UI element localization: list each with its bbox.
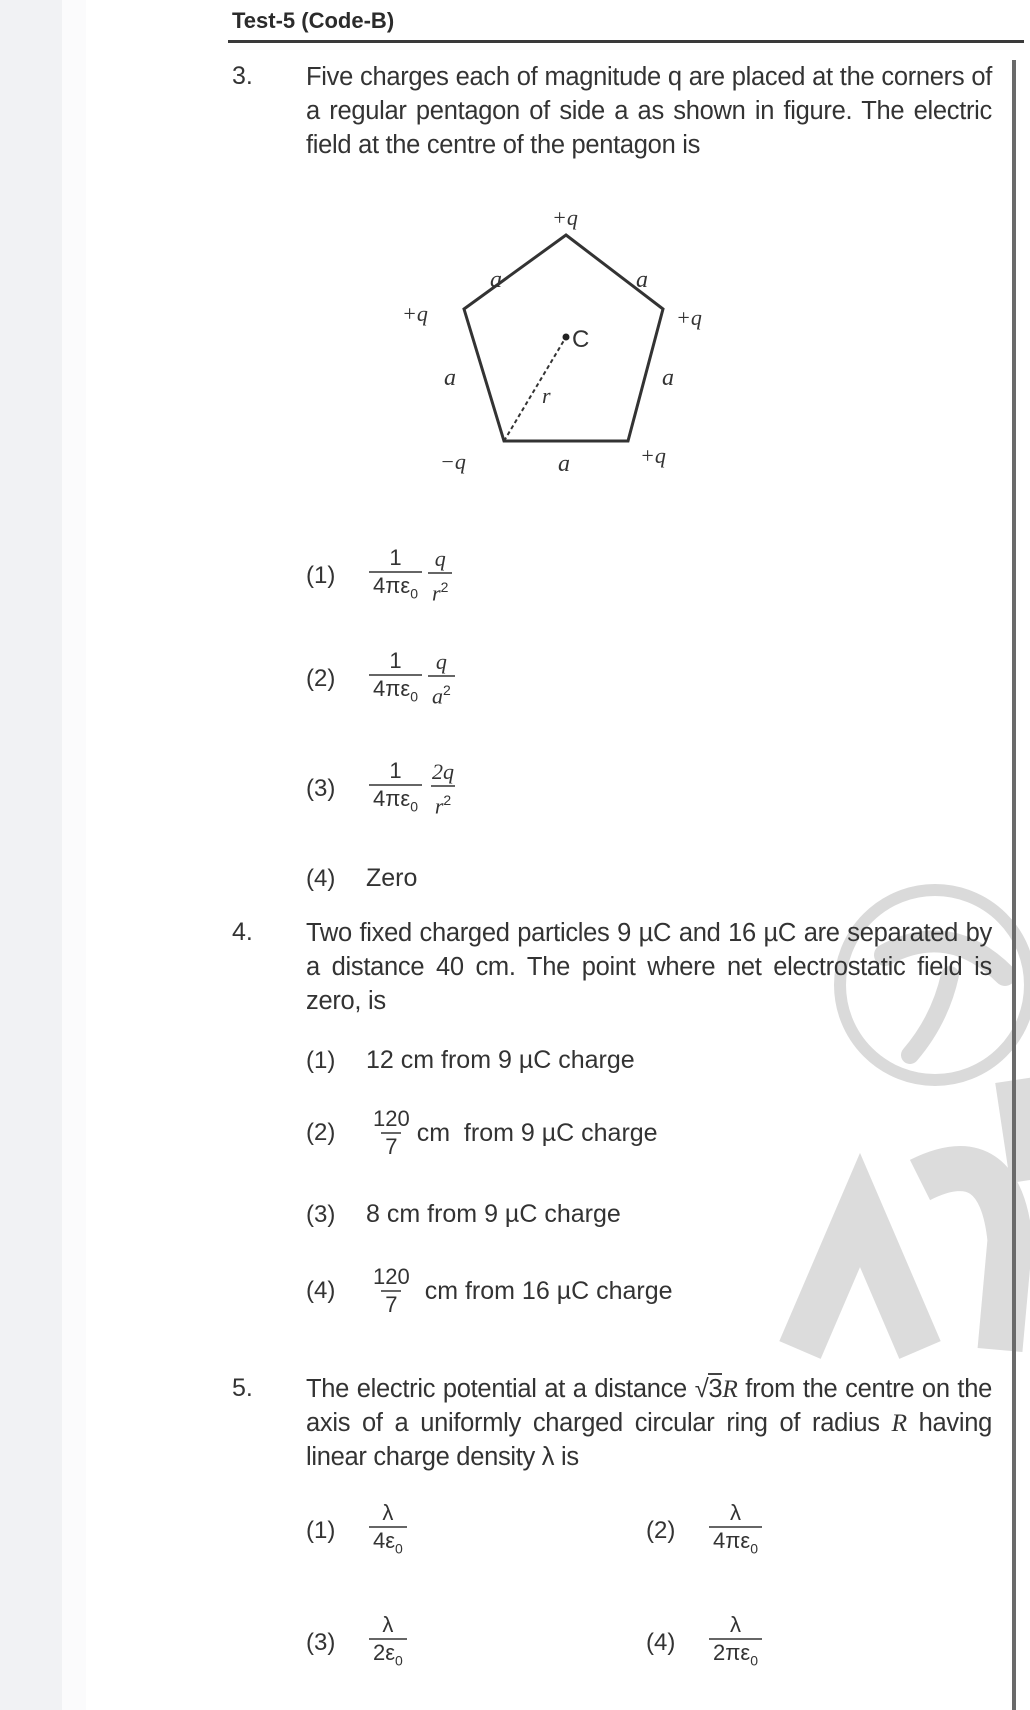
charge-label-left: +q bbox=[402, 301, 428, 326]
q3-text: Five charges each of magnitude q are placed at the corners of a regular pentagon of side a as shown in figure. The electric field at the centre of the pentagon is bbox=[306, 63, 992, 159]
option-label: (2) bbox=[646, 1516, 676, 1544]
option-label: (1) bbox=[306, 1046, 336, 1074]
option-label: (2) bbox=[306, 664, 336, 692]
fraction: $\frac{1}{4\pi\varepsilon_0}$ bbox=[369, 545, 422, 606]
radius-label: r bbox=[542, 383, 551, 408]
fraction: $\frac{120}{7}$ bbox=[373, 1106, 410, 1159]
option-3[interactable] bbox=[306, 758, 461, 819]
page-margin bbox=[0, 0, 62, 1710]
option-3[interactable] bbox=[306, 1612, 410, 1673]
option-label: (4) bbox=[646, 1628, 676, 1656]
side-label: a bbox=[662, 365, 674, 391]
option-2[interactable] bbox=[306, 648, 458, 709]
option-text: Zero bbox=[366, 864, 418, 892]
fraction: $\frac{q}{a^2}$ bbox=[428, 649, 455, 709]
centre-label: C bbox=[572, 326, 590, 353]
pentagon-figure bbox=[402, 205, 790, 525]
charge-label-top: +q bbox=[552, 205, 578, 230]
option-label: (3) bbox=[306, 1200, 336, 1228]
charge-label-bottom-right: +q bbox=[640, 443, 666, 468]
question-number: 4. bbox=[232, 918, 253, 946]
fraction: $\frac{1}{4\pi\varepsilon_0}$ bbox=[369, 648, 422, 709]
question-text: The electric potential at a distance √3R from the centre on the axis of a uniformly charged circular ring of radius R having linear charge density λ is bbox=[306, 1374, 992, 1471]
column-divider bbox=[1012, 60, 1016, 1710]
charge-label-right: +q bbox=[676, 305, 702, 330]
fraction: $\frac{q}{r^2}$ bbox=[428, 546, 452, 606]
option-1[interactable] bbox=[306, 545, 455, 606]
question-number: 3. bbox=[232, 62, 253, 90]
option-3[interactable] bbox=[306, 1200, 621, 1229]
page-header-title: Test-5 (Code-B) bbox=[232, 8, 395, 33]
option-text: cm from 16 µC charge bbox=[424, 1276, 673, 1305]
side-label: a bbox=[558, 451, 570, 477]
option-text: 8 cm from 9 µC charge bbox=[366, 1200, 621, 1228]
question-number: 5. bbox=[232, 1374, 253, 1402]
option-2[interactable] bbox=[646, 1500, 765, 1561]
option-label: (2) bbox=[306, 1119, 336, 1146]
option-1[interactable] bbox=[306, 1046, 635, 1075]
option-text: 12 cm from 9 µC charge bbox=[366, 1046, 635, 1074]
option-4[interactable] bbox=[306, 1264, 673, 1318]
option-2[interactable] bbox=[306, 1106, 658, 1160]
option-label: (4) bbox=[306, 1277, 336, 1304]
charge-label-bottom-left: −q bbox=[440, 449, 466, 474]
option-label: (4) bbox=[306, 864, 336, 892]
fraction: $\frac{1}{4\pi\varepsilon_0}$ bbox=[369, 758, 422, 819]
fraction: $\frac{\lambda}{4\pi\varepsilon_0}$ bbox=[709, 1500, 762, 1561]
option-label: (3) bbox=[306, 774, 336, 802]
fraction: $\frac{2q}{r^2}$ bbox=[432, 758, 455, 818]
option-4[interactable] bbox=[306, 864, 417, 893]
option-label: (1) bbox=[306, 1516, 336, 1544]
header-divider bbox=[228, 40, 1024, 43]
sqrt-symbol: √3 bbox=[694, 1375, 723, 1403]
question-text bbox=[306, 60, 992, 162]
fraction: $\frac{120}{7}$ bbox=[373, 1264, 410, 1317]
fraction: $\frac{\lambda}{2\pi\varepsilon_0}$ bbox=[709, 1612, 762, 1673]
option-text: cm from 9 µC charge bbox=[416, 1118, 658, 1147]
page-margin-inner bbox=[62, 0, 86, 1710]
side-label: a bbox=[444, 365, 456, 391]
side-label: a bbox=[636, 267, 648, 293]
fraction: $\frac{\lambda}{4\varepsilon_0}$ bbox=[369, 1500, 407, 1561]
option-4[interactable] bbox=[646, 1612, 765, 1673]
question-text: Two fixed charged particles 9 µC and 16 µC are separated by a distance 40 cm. The point where net electrostatic field is zero, is bbox=[306, 919, 992, 1015]
side-label: a bbox=[490, 267, 502, 293]
option-label: (1) bbox=[306, 561, 336, 589]
option-1[interactable] bbox=[306, 1500, 410, 1561]
fraction: $\frac{\lambda}{2\varepsilon_0}$ bbox=[369, 1612, 407, 1673]
option-label: (3) bbox=[306, 1628, 336, 1656]
